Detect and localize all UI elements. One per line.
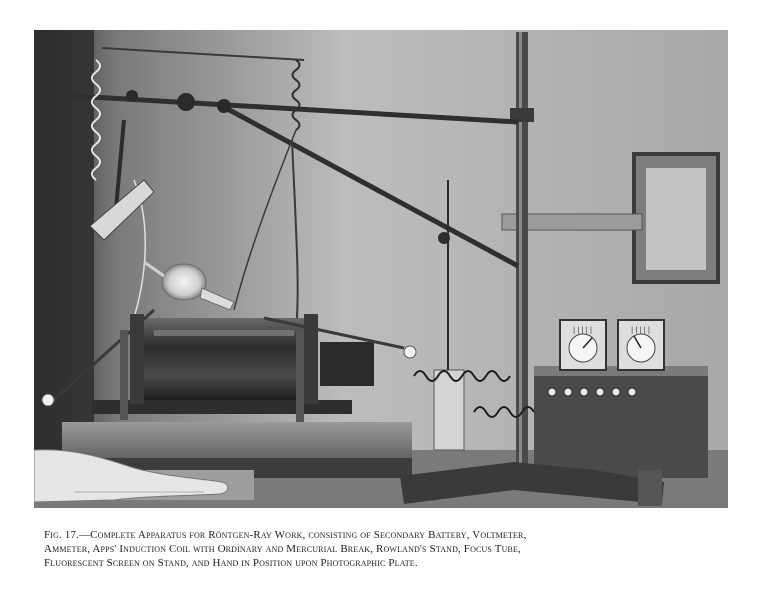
stand-foot-end <box>638 470 662 506</box>
coil-post-right <box>296 330 304 422</box>
arm-joint-1 <box>177 93 195 111</box>
arm-joint-2 <box>217 99 231 113</box>
voltmeter-scale: ||||| <box>572 326 594 334</box>
focus-tube <box>162 264 206 300</box>
caption-line-2: Ammeter, Apps' Induction Coil with Ordinary and Mercurial Break, Rowland's Stand, Focus Tube, <box>44 543 521 555</box>
coil-post-left <box>120 330 128 420</box>
arm-joint-3 <box>126 90 138 102</box>
screen-inner <box>646 168 706 270</box>
photo-drawing <box>34 30 728 508</box>
caption-line-3: Fluorescent Screen on Stand, and Hand in Position upon Photographic Plate. <box>44 557 418 569</box>
secondary-battery <box>534 370 708 478</box>
apparatus-photograph <box>34 30 728 508</box>
table-top <box>62 422 412 462</box>
discharger-ball <box>42 394 54 406</box>
mercurial-break <box>434 370 464 450</box>
caption-line-1: Fig. 17.—Complete Apparatus for Röntgen-Ray Work, consisting of Secondary Battery, Voltmeter, <box>44 529 527 541</box>
break-clamp <box>438 232 450 244</box>
coil-end-left <box>130 314 144 404</box>
coil-secondary <box>320 342 374 386</box>
coil-highlight <box>154 330 294 336</box>
figure-caption <box>44 528 728 570</box>
ammeter-scale: ||||| <box>630 326 652 334</box>
discharger-ball-right <box>404 346 416 358</box>
